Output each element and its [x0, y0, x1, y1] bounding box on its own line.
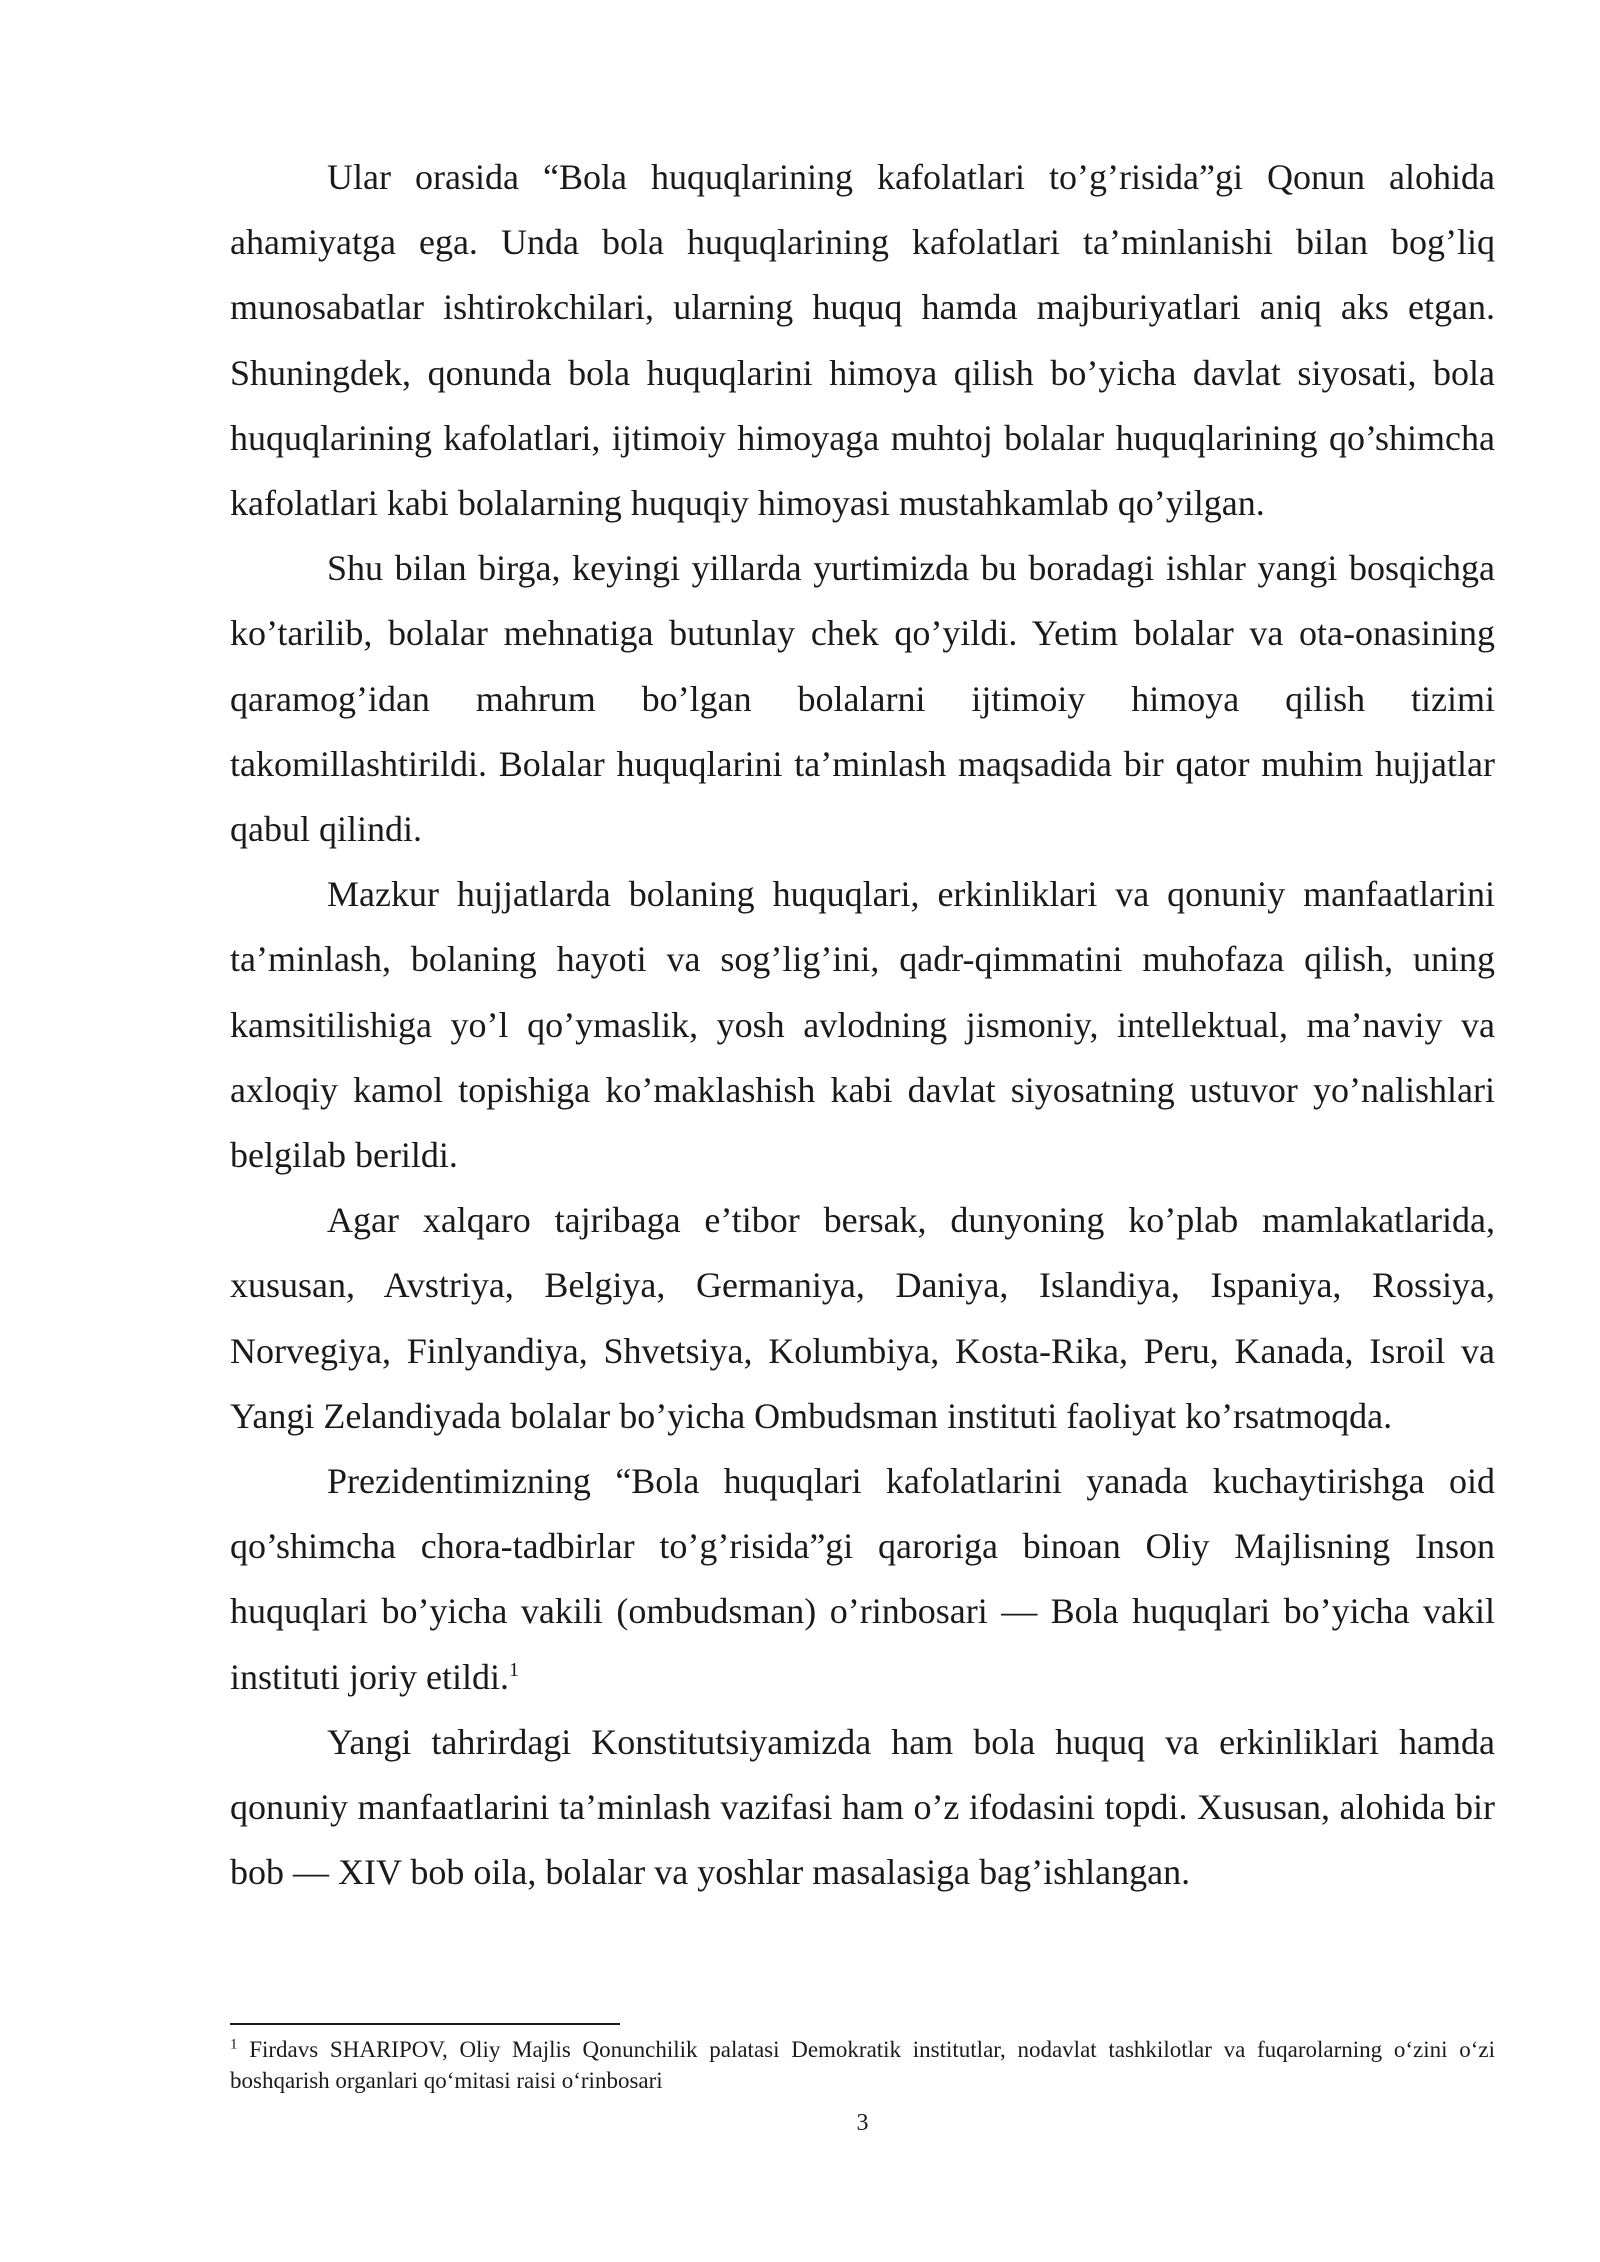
footnote-separator: [230, 2023, 620, 2025]
paragraph-2: Shu bilan birga, keyingi yillarda yurtimizda bu boradagi ishlar yangi bosqichga ko’tarilib, bolalar mehnatiga butunlay chek qo’yildi. Yetim bolalar va ota-onasining qaramog’idan mahrum bo’lgan bolalarni ijtimoiy himoya qilish tizimi takomillashtirildi. Bolalar huquqlarini ta’minlash maqsadida bir qator muhim hujjatlar qabul qilindi.: [230, 548, 1495, 850]
body-text: [230, 145, 1495, 1905]
footnote-text: Firdavs SHARIPOV, Oliy Majlis Qonunchilik palatasi Demokratik institutlar, nodavlat tashkilotlar va fuqarolarning o‘zini o‘zi boshqarish organlari qo‘mitasi raisi o‘rinbosari: [230, 2037, 1495, 2093]
footnote-marker: 1: [230, 2036, 238, 2053]
paragraph-4: Agar xalqaro tajribaga e’tibor bersak, dunyoning ko’plab mamlakatlarida, xususan, Avstriya, Belgiya, Germaniya, Daniya, Islandiya, Ispaniya, Rossiya, Norvegiya, Finlyandiya, Shvetsiya, Kolumbiya, Kosta-Rika, Peru, Kanada, Isroil va Yangi Zelandiyada bolalar bo’yicha Ombudsman instituti faoliyat ko’rsatmoqda.: [230, 1200, 1495, 1436]
paragraph-5: [230, 1449, 1495, 1710]
paragraph-1: Ular orasida “Bola huquqlarining kafolatlari to’g’risida”gi Qonun alohida ahamiyatga ega. Unda bola huquqlarining kafolatlari ta’minlanishi bilan bog’liq munosabatlar ishtirokchilari, ularning huquq hamda majburiyatlari aniq aks etgan. Shuningdek, qonunda bola huquqlarini himoya qilish bo’yicha davlat siyosati, bola huquqlarining kafolatlari, ijtimoiy himoyaga muhtoj bolalar huquqlarining qo’shimcha kafolatlari kabi bolalarning huquqiy himoyasi mustahkamlab qo’yilgan.: [230, 157, 1495, 524]
paragraph-3: Mazkur hujjatlarda bolaning huquqlari, erkinliklari va qonuniy manfaatlarini ta’minlash, bolaning hayoti va sog’lig’ini, qadr-qimmatini muhofaza qilish, uning kamsitilishiga yo’l qo’ymaslik, yosh avlodning jismoniy, intellektual, ma’naviy va axloqiy kamol topishiga ko’maklashish kabi davlat siyosatning ustuvor yo’nalishlari belgilab berildi.: [230, 874, 1495, 1176]
paragraph-6: Yangi tahrirdagi Konstitutsiyamizda ham bola huquq va erkinliklari hamda qonuniy manfaatlarini ta’minlash vazifasi ham o’z ifodasini topdi. Xususan, alohida bir bob — XIV bob oila, bolalar va yoshlar masalasiga bag’ishlangan.: [230, 1721, 1495, 1893]
paragraph-5-text: Prezidentimizning “Bola huquqlari kafolatlarini yanada kuchaytirishga oid qo’shimcha chora-tadbirlar to’g’risida”gi qaroriga binoan Oliy Majlisning Inson huquqlari bo’yicha vakili (ombudsman) o’rinbosari — Bola huquqlari bo’yicha vakil instituti joriy etildi.: [230, 1461, 1495, 1697]
page-number: 3: [856, 2110, 869, 2136]
footnote: [230, 2034, 1495, 2096]
footnote-reference[interactable]: 1: [509, 1658, 519, 1681]
